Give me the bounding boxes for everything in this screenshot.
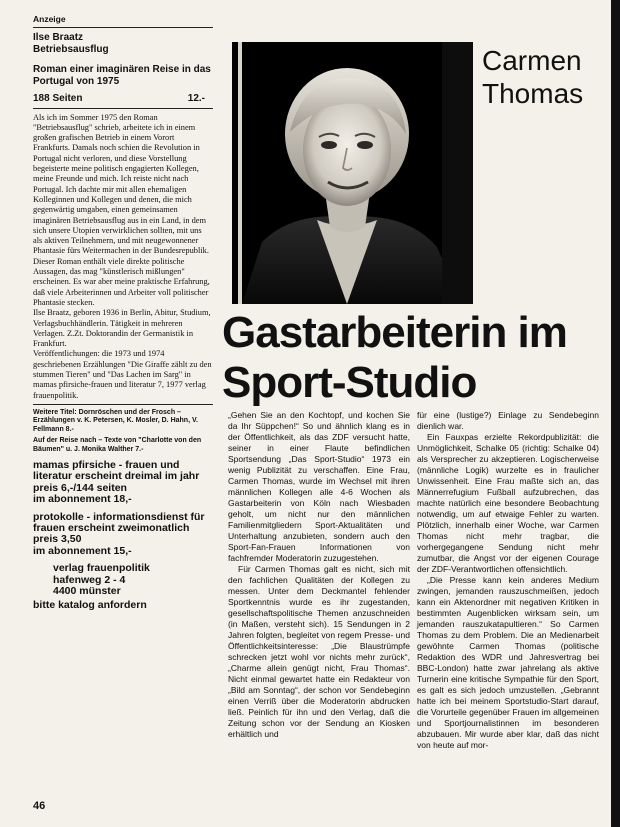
divider bbox=[33, 404, 213, 405]
article-paragraph: Ein Fauxpas erzielte Rekordpublizität: die Unmöglichkeit, Schalke 05 (richtig: Schalke 04) als Versprecher zu akzeptieren. Logischerweise (männliche Logik) wurzelte es in fraulicher Unwissenheit. Eine Frau maßte sich an, das Männerrefugium Fußball aufzubrechen, das machte natürlich eine besondere Beobachtung notwendig, um auf etwaige Fehler zu warten. Plötzlich, innerhalb einer Woche, war Carmen Thomas nicht mehr tragbar, die vorhergegangene Sendung nicht mehr zumutbar, die Angst vor der eigenen Courage der ZDF-Verantwortlichen offensichtlich. bbox=[417, 432, 599, 574]
page-edge bbox=[611, 0, 620, 827]
divider bbox=[33, 108, 213, 109]
article-paragraph: „Gehen Sie an den Kochtopf, und kochen Sie da Ihr Süppchen!“ So und ähnlich klang es in der Öffentlichkeit, als das ZDF versucht hatte, seiner in einer Flaute befindlichen Sportsendung „Das Sport-Studio“ 1973 ein wenig Publizität zu verschaffen. Eine Frau, Carmen Thomas, wurde im Wechsel mit ihren männlichen Kollegen alle 4-6 Wochen als Gastarbeiterin von Köln nach Wiesbaden geholt, um nicht nur den männlichen Familienmitgliedern Sport-Aktualitäten und Unterhaltung anzubieten, sondern auch den Sport-Fan-Frauen Informationen von fachfremder Moderatorin zuzugestehen. bbox=[228, 410, 410, 563]
ad-book-title: Betriebsausflug bbox=[33, 44, 109, 56]
ad-mamas-2: preis 6,-/144 seiten bbox=[33, 481, 127, 494]
article-paragraph: für eine (lustige?) Einlage zu Sendebeginn dienlich war. bbox=[417, 410, 599, 431]
ad-paragraph: Dieser Roman enthält viele direkte politische Aussagen, das mag "künstlerisch mißlungen" erscheinen. Es war aber meine praktische Erfahrung, daß viele Arbeiterinnen und Arbeiter voll politischer Phantasie stecken. bbox=[33, 256, 210, 307]
ad-more-titles: Auf der Reise nach – Texte von "Charlotte von den Bäumen" u. J. Monika Walther 7.- bbox=[33, 437, 202, 453]
article-column-2 bbox=[417, 410, 599, 751]
article-column-1 bbox=[228, 410, 410, 740]
article-headline bbox=[222, 308, 612, 408]
ad-author: Ilse Braatz bbox=[33, 32, 84, 44]
advertisement-column bbox=[33, 14, 213, 611]
ad-order: bitte katalog anfordern bbox=[33, 598, 147, 611]
ad-mamas-3: im abonnement 18,- bbox=[33, 493, 132, 506]
ad-protokolle-1: protokolle - informationsdienst für frauen erscheint zweimonatlich bbox=[33, 510, 205, 534]
divider bbox=[33, 27, 213, 28]
person-first-name: Carmen bbox=[482, 45, 582, 76]
ad-pages-price bbox=[33, 94, 213, 104]
ad-paragraph: Ilse Braatz, geboren 1936 in Berlin, Abitur, Studium, Verlagsbuchhändlerin. Tätigkeit in mehreren Verlagen. Z.Zt. Doktorandin der Germanistik in Frankfurt. bbox=[33, 308, 211, 349]
ad-address-3: 4400 münster bbox=[53, 585, 121, 598]
person-name bbox=[482, 44, 583, 110]
person-last-name: Thomas bbox=[482, 78, 584, 109]
portrait-photo-image bbox=[222, 42, 473, 304]
ad-more-titles: Weitere Titel: Dornröschen und der Frosch – Erzählungen v. K. Petersen, K. Mosler, D. Hahn, V. Fellmann 8.- bbox=[33, 408, 198, 433]
article-paragraph: „Die Presse kann kein anderes Medium zwingen, jemanden rauszuschmeißen, jedoch kann ein Aktenordner mit negativen Kritiken in bestimmten Augenblicken wirksam sein, um jemanden rauszukatapultieren.“ So Carmen Thomas zu dem Problem. Die an Medienarbeit gewöhnte Carmen Thomas (politische Redaktion des WDR und Jahresvertrag bei BBC-London) hatte zwar jahrelang als aktive Turnerin eine kritische Sympathie für den Sport, es galt es sich jedoch umzustellen. „Gebrannt hatte ich bei meinem Sportstudio-Start darauf, die Vorurteile gegenüber Frauen im allgemeinen und Sportjournalistinnen im besonderen abzubauen. Mir wurde aber klar, daß das nicht von heute auf mor- bbox=[417, 575, 599, 750]
ad-protokolle-2: preis 3,50 bbox=[33, 533, 82, 546]
page-number: 46 bbox=[33, 800, 46, 812]
ad-book-subtitle: Roman einer imaginären Reise in das Portugal von 1975 bbox=[33, 64, 211, 88]
ad-paragraph: Als ich im Sommer 1975 den Roman "Betriebsausflug" schrieb, arbeitete ich in einem großen grafischen Betrieb in einem Vorort Frankfurts. Damals noch schien die Revolution in Portugal nicht verloren, und diese Vorstellung begeisterte meine politisch engagierten Kollegen, meine Freunde und mich. Ich reiste nicht nach Portugal. Ich dachte mir mit allen ehemaligen Kolleginnen und Kollegen und denen, die mich gegenwärtig umgaben, einen gemeinsamen imaginären Betriebsausflug aus in ein Land, in dem sich unsere Utopien verwirklichen sollten, mit uns als aktiven Teilnehmern, und mit neugewonnener Phantasie fürs Weitermachen in der Bundesrepublik. bbox=[33, 112, 209, 256]
ad-paragraph: Veröffentlichungen: die 1973 und 1974 geschriebenen Erzählungen "Die Giraffe zählt zu den stummen Tieren" und "Das Lachen im Sarg" in mamas pfirsiche-frauen und literatur 7, 1977 verlag frauenpolitik. bbox=[33, 349, 212, 400]
headline-line-1: Gastarbeiterin im bbox=[222, 308, 567, 357]
ad-label: Anzeige bbox=[33, 14, 66, 24]
ad-mamas-1: mamas pfirsiche - frauen und literatur erscheint dreimal im jahr bbox=[33, 458, 200, 483]
ad-pages: 188 Seiten bbox=[33, 93, 83, 105]
article-paragraph: Für Carmen Thomas galt es nicht, sich mit den fachlichen Qualitäten der Kollegen zu messen. Unter dem Deckmantel fehlender Sportkenntnis wurde es ihr zugestanden, gesellschaftspolitische Themen anzuschneiden (in Maßen, versteht sich). 15 Sendungen in 2 Jahren folgten, begleitet von regem Presse- und Öffentlichkeitsinteresse: „Die Blaustrümpfe schrecken jetzt wohl vor nichts mehr zurück“, „Charme allein genügt nicht, Frau Thomas“. Nicht einmal gewartet hatte ein Redakteur von „Bild am Sonntag“, der schon vor Sendebeginn einen Verriß über die Moderatorin abdrucken ließ. Peinlich für ihn und den Verlag, daß die Zeitung schon vor der Sendung an Kiosken erhältlich und bbox=[228, 564, 410, 739]
ad-price: 12.- bbox=[187, 93, 205, 105]
headline-line-2: Sport-Studio bbox=[222, 358, 477, 407]
ad-address-2: hafenweg 2 - 4 bbox=[53, 573, 126, 586]
ad-address-1: verlag frauenpolitik bbox=[53, 562, 150, 575]
ad-protokolle-3: im abonnement 15,- bbox=[33, 544, 132, 557]
portrait-photo bbox=[222, 42, 473, 304]
